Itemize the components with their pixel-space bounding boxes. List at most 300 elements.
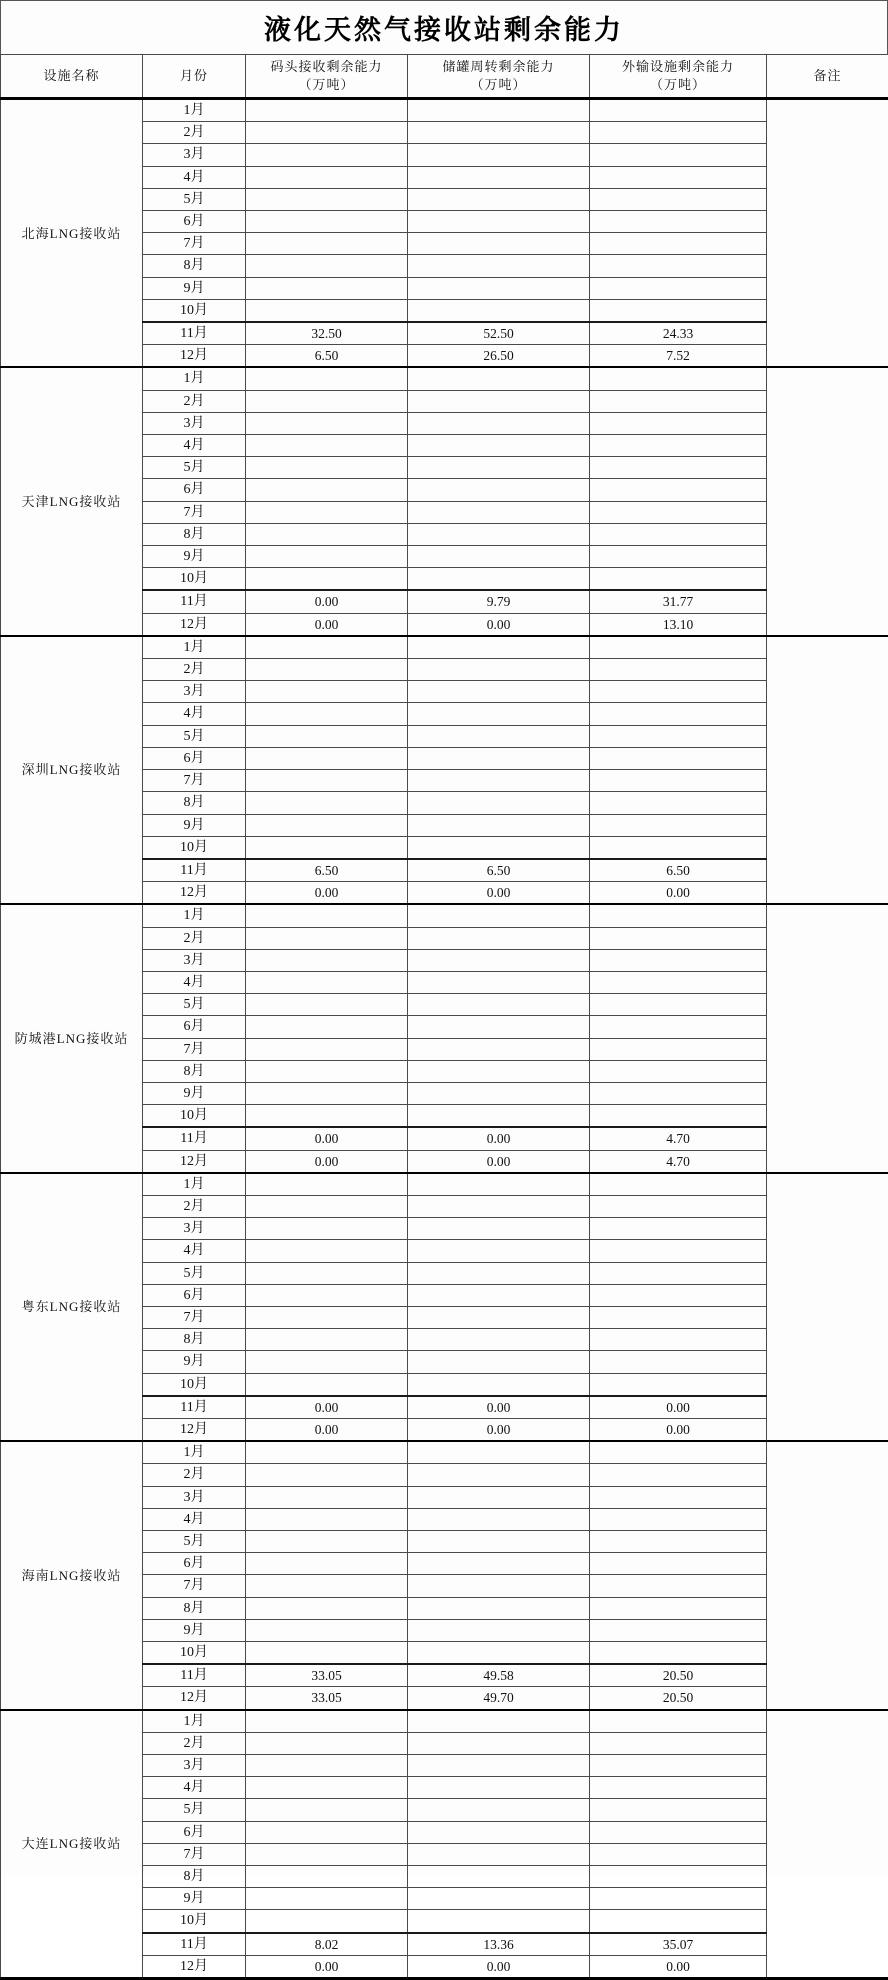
tank-capacity-cell [408,681,590,703]
month-cell: 6月 [143,479,246,501]
month-cell: 3月 [143,1755,246,1777]
tank-capacity-cell: 0.00 [408,1418,590,1441]
month-cell: 12月 [143,1418,246,1441]
tank-capacity-cell: 13.36 [408,1933,590,1956]
outbound-capacity-cell [590,1642,767,1665]
facility-name-cell: 防城港LNG接收站 [1,904,143,1172]
outbound-capacity-cell: 0.00 [590,1396,767,1419]
dock-capacity-cell [246,1508,408,1530]
table-row [1,367,888,390]
dock-capacity-cell: 0.00 [246,590,408,613]
outbound-capacity-cell [590,277,767,299]
outbound-capacity-cell [590,792,767,814]
month-cell: 5月 [143,188,246,210]
dock-capacity-cell [246,457,408,479]
table-row [1,636,888,659]
dock-capacity-cell [246,1553,408,1575]
header-row [1,55,888,99]
dock-capacity-cell: 0.00 [246,1396,408,1419]
month-cell: 8月 [143,1597,246,1619]
month-cell: 3月 [143,412,246,434]
dock-capacity-cell [246,435,408,457]
outbound-capacity-cell [590,546,767,568]
dock-capacity-cell [246,299,408,322]
month-cell: 6月 [143,747,246,769]
tank-capacity-cell [408,1531,590,1553]
outbound-capacity-cell [590,1441,767,1464]
tank-capacity-cell: 0.00 [408,1127,590,1150]
outbound-capacity-cell [590,904,767,927]
header-tank-capacity [408,55,590,99]
outbound-capacity-cell [590,1843,767,1865]
outbound-capacity-cell: 31.77 [590,590,767,613]
dock-capacity-cell [246,233,408,255]
month-cell: 4月 [143,1240,246,1262]
dock-capacity-cell [246,144,408,166]
month-cell: 10月 [143,299,246,322]
tank-capacity-cell [408,1575,590,1597]
tank-capacity-cell [408,277,590,299]
header-tank-line1: 储罐周转剩余能力 [408,58,589,76]
month-cell: 11月 [143,1664,246,1687]
tank-capacity-cell: 0.00 [408,882,590,905]
outbound-capacity-cell [590,725,767,747]
dock-capacity-cell [246,792,408,814]
dock-capacity-cell [246,523,408,545]
outbound-capacity-cell [590,479,767,501]
dock-capacity-cell [246,1531,408,1553]
month-cell: 7月 [143,501,246,523]
month-cell: 3月 [143,1486,246,1508]
tank-capacity-cell [408,770,590,792]
tank-capacity-cell: 0.00 [408,1396,590,1419]
dock-capacity-cell [246,1060,408,1082]
tank-capacity-cell [408,457,590,479]
month-cell: 7月 [143,770,246,792]
header-outbound-line2: （万吨） [590,76,766,94]
dock-capacity-cell [246,971,408,993]
header-outbound-capacity [590,55,767,99]
outbound-capacity-cell [590,1329,767,1351]
page-title: 液化天然气接收站剩余能力 [0,0,888,54]
outbound-capacity-cell [590,523,767,545]
tank-capacity-cell [408,233,590,255]
month-cell: 5月 [143,1262,246,1284]
outbound-capacity-cell [590,1173,767,1196]
dock-capacity-cell [246,636,408,659]
dock-capacity-cell [246,1105,408,1128]
tank-capacity-cell [408,703,590,725]
tank-capacity-cell [408,1262,590,1284]
dock-capacity-cell [246,1755,408,1777]
dock-capacity-cell: 0.00 [246,882,408,905]
month-cell: 1月 [143,99,246,122]
dock-capacity-cell [246,479,408,501]
month-cell: 1月 [143,636,246,659]
month-cell: 8月 [143,1866,246,1888]
month-cell: 10月 [143,1642,246,1665]
remark-cell [767,636,888,904]
dock-capacity-cell [246,703,408,725]
month-cell: 10月 [143,1910,246,1933]
tank-capacity-cell [408,523,590,545]
month-cell: 5月 [143,457,246,479]
tank-capacity-cell [408,1553,590,1575]
outbound-capacity-cell [590,144,767,166]
month-cell: 8月 [143,792,246,814]
dock-capacity-cell [246,1642,408,1665]
tank-capacity-cell [408,299,590,322]
header-month-label: 月份 [143,67,245,85]
dock-capacity-cell: 33.05 [246,1687,408,1710]
dock-capacity-cell [246,1710,408,1733]
outbound-capacity-cell [590,1575,767,1597]
outbound-capacity-cell: 7.52 [590,345,767,368]
tank-capacity-cell [408,971,590,993]
month-cell: 2月 [143,390,246,412]
month-cell: 4月 [143,435,246,457]
tank-capacity-cell [408,1843,590,1865]
month-cell: 10月 [143,836,246,859]
tank-capacity-cell [408,568,590,591]
dock-capacity-cell [246,1240,408,1262]
tank-capacity-cell [408,792,590,814]
month-cell: 11月 [143,1127,246,1150]
month-cell: 11月 [143,322,246,345]
month-cell: 1月 [143,1710,246,1733]
outbound-capacity-cell [590,412,767,434]
dock-capacity-cell [246,814,408,836]
capacity-table [0,54,888,1980]
month-cell: 9月 [143,1351,246,1373]
month-cell: 12月 [143,345,246,368]
tank-capacity-cell [408,1038,590,1060]
outbound-capacity-cell [590,1755,767,1777]
tank-capacity-cell [408,188,590,210]
dock-capacity-cell: 8.02 [246,1933,408,1956]
outbound-capacity-cell [590,659,767,681]
outbound-capacity-cell: 20.50 [590,1687,767,1710]
tank-capacity-cell [408,1240,590,1262]
month-cell: 3月 [143,144,246,166]
outbound-capacity-cell [590,636,767,659]
dock-capacity-cell [246,1910,408,1933]
dock-capacity-cell [246,568,408,591]
month-cell: 8月 [143,255,246,277]
tank-capacity-cell [408,144,590,166]
month-cell: 10月 [143,1373,246,1396]
outbound-capacity-cell: 20.50 [590,1664,767,1687]
month-cell: 6月 [143,211,246,233]
tank-capacity-cell [408,1597,590,1619]
dock-capacity-cell [246,277,408,299]
tank-capacity-cell: 49.58 [408,1664,590,1687]
month-cell: 6月 [143,1284,246,1306]
month-cell: 9月 [143,1619,246,1641]
header-facility [1,55,143,99]
dock-capacity-cell [246,1486,408,1508]
month-cell: 12月 [143,1955,246,1978]
month-cell: 4月 [143,703,246,725]
header-outbound-line1: 外输设施剩余能力 [590,58,766,76]
dock-capacity-cell [246,1777,408,1799]
dock-capacity-cell [246,412,408,434]
tank-capacity-cell [408,1306,590,1328]
month-cell: 9月 [143,277,246,299]
outbound-capacity-cell: 4.70 [590,1127,767,1150]
dock-capacity-cell [246,1575,408,1597]
dock-capacity-cell [246,770,408,792]
outbound-capacity-cell [590,1508,767,1530]
tank-capacity-cell [408,367,590,390]
dock-capacity-cell [246,1799,408,1821]
outbound-capacity-cell [590,1486,767,1508]
dock-capacity-cell [246,1218,408,1240]
dock-capacity-cell [246,367,408,390]
month-cell: 6月 [143,1016,246,1038]
dock-capacity-cell [246,1441,408,1464]
outbound-capacity-cell [590,1597,767,1619]
outbound-capacity-cell [590,1240,767,1262]
outbound-capacity-cell [590,994,767,1016]
table-row [1,904,888,927]
header-remark-label: 备注 [767,67,888,85]
month-cell: 7月 [143,1038,246,1060]
table-row [1,1441,888,1464]
outbound-capacity-cell [590,1306,767,1328]
tank-capacity-cell [408,1777,590,1799]
outbound-capacity-cell [590,1284,767,1306]
dock-capacity-cell [246,1082,408,1104]
outbound-capacity-cell [590,1619,767,1641]
dock-capacity-cell [246,681,408,703]
outbound-capacity-cell [590,255,767,277]
facility-name-cell: 北海LNG接收站 [1,99,143,368]
outbound-capacity-cell [590,1799,767,1821]
outbound-capacity-cell [590,166,767,188]
outbound-capacity-cell: 0.00 [590,1955,767,1978]
month-cell: 2月 [143,659,246,681]
month-cell: 12月 [143,882,246,905]
dock-capacity-cell [246,1016,408,1038]
month-cell: 11月 [143,590,246,613]
outbound-capacity-cell [590,1351,767,1373]
tank-capacity-cell [408,390,590,412]
month-cell: 5月 [143,725,246,747]
tank-capacity-cell [408,1888,590,1910]
tank-capacity-cell [408,211,590,233]
dock-capacity-cell: 0.00 [246,1955,408,1978]
tank-capacity-cell [408,1441,590,1464]
dock-capacity-cell [246,1195,408,1217]
table-row [1,1710,888,1733]
month-cell: 4月 [143,971,246,993]
tank-capacity-cell [408,659,590,681]
outbound-capacity-cell [590,1866,767,1888]
month-cell: 5月 [143,994,246,1016]
outbound-capacity-cell [590,1016,767,1038]
month-cell: 4月 [143,166,246,188]
tank-capacity-cell: 26.50 [408,345,590,368]
remark-cell [767,1710,888,1979]
month-cell: 12月 [143,1150,246,1173]
month-cell: 12月 [143,613,246,636]
dock-capacity-cell [246,994,408,1016]
tank-capacity-cell [408,836,590,859]
outbound-capacity-cell [590,1195,767,1217]
outbound-capacity-cell [590,1732,767,1754]
tank-capacity-cell: 0.00 [408,613,590,636]
tank-capacity-cell [408,1464,590,1486]
tank-capacity-cell: 49.70 [408,1687,590,1710]
month-cell: 7月 [143,233,246,255]
dock-capacity-cell [246,1843,408,1865]
outbound-capacity-cell: 0.00 [590,882,767,905]
month-cell: 9月 [143,814,246,836]
month-cell: 3月 [143,949,246,971]
tank-capacity-cell [408,166,590,188]
header-dock-line2: （万吨） [246,76,407,94]
dock-capacity-cell [246,546,408,568]
tank-capacity-cell [408,122,590,144]
tank-capacity-cell [408,1866,590,1888]
outbound-capacity-cell: 35.07 [590,1933,767,1956]
dock-capacity-cell [246,836,408,859]
tank-capacity-cell [408,1373,590,1396]
facility-name-cell: 大连LNG接收站 [1,1710,143,1979]
month-cell: 9月 [143,1082,246,1104]
tank-capacity-cell [408,904,590,927]
outbound-capacity-cell [590,299,767,322]
month-cell: 1月 [143,367,246,390]
dock-capacity-cell [246,1464,408,1486]
outbound-capacity-cell [590,770,767,792]
dock-capacity-cell [246,949,408,971]
outbound-capacity-cell [590,122,767,144]
facility-name-cell: 粤东LNG接收站 [1,1173,143,1441]
tank-capacity-cell [408,479,590,501]
tank-capacity-cell [408,1799,590,1821]
header-dock-line1: 码头接收剩余能力 [246,58,407,76]
outbound-capacity-cell [590,1553,767,1575]
dock-capacity-cell: 0.00 [246,1150,408,1173]
outbound-capacity-cell [590,1373,767,1396]
outbound-capacity-cell [590,927,767,949]
tank-capacity-cell [408,1486,590,1508]
tank-capacity-cell [408,1218,590,1240]
tank-capacity-cell [408,949,590,971]
month-cell: 8月 [143,523,246,545]
tank-capacity-cell [408,255,590,277]
remark-cell [767,904,888,1172]
outbound-capacity-cell [590,1060,767,1082]
outbound-capacity-cell [590,1777,767,1799]
dock-capacity-cell [246,501,408,523]
outbound-capacity-cell: 6.50 [590,859,767,882]
month-cell: 9月 [143,546,246,568]
facility-name-cell: 海南LNG接收站 [1,1441,143,1709]
month-cell: 7月 [143,1306,246,1328]
tank-capacity-cell [408,1105,590,1128]
tank-capacity-cell [408,1732,590,1754]
dock-capacity-cell [246,188,408,210]
header-facility-label: 设施名称 [1,67,142,85]
outbound-capacity-cell [590,99,767,122]
outbound-capacity-cell [590,1464,767,1486]
month-cell: 2月 [143,1464,246,1486]
tank-capacity-cell [408,1284,590,1306]
dock-capacity-cell [246,211,408,233]
month-cell: 2月 [143,1732,246,1754]
dock-capacity-cell [246,1351,408,1373]
month-cell: 7月 [143,1843,246,1865]
dock-capacity-cell: 33.05 [246,1664,408,1687]
month-cell: 2月 [143,122,246,144]
outbound-capacity-cell [590,1262,767,1284]
tank-capacity-cell: 0.00 [408,1150,590,1173]
month-cell: 1月 [143,904,246,927]
dock-capacity-cell [246,1373,408,1396]
dock-capacity-cell [246,1038,408,1060]
table-header [1,55,888,99]
dock-capacity-cell [246,1597,408,1619]
header-dock-capacity [246,55,408,99]
outbound-capacity-cell [590,949,767,971]
month-cell: 10月 [143,1105,246,1128]
outbound-capacity-cell [590,814,767,836]
month-cell: 8月 [143,1060,246,1082]
outbound-capacity-cell [590,971,767,993]
month-cell: 2月 [143,1195,246,1217]
outbound-capacity-cell [590,233,767,255]
month-cell: 5月 [143,1799,246,1821]
outbound-capacity-cell [590,747,767,769]
outbound-capacity-cell: 24.33 [590,322,767,345]
month-cell: 11月 [143,1396,246,1419]
tank-capacity-cell: 9.79 [408,590,590,613]
tank-capacity-cell [408,1173,590,1196]
dock-capacity-cell [246,1821,408,1843]
tank-capacity-cell [408,1619,590,1641]
dock-capacity-cell [246,1262,408,1284]
tank-capacity-cell [408,1351,590,1373]
tank-capacity-cell [408,814,590,836]
dock-capacity-cell [246,927,408,949]
tank-capacity-cell [408,1821,590,1843]
dock-capacity-cell: 0.00 [246,1418,408,1441]
outbound-capacity-cell [590,211,767,233]
tank-capacity-cell [408,1082,590,1104]
dock-capacity-cell [246,1329,408,1351]
month-cell: 10月 [143,568,246,591]
remark-cell [767,1173,888,1441]
outbound-capacity-cell [590,1038,767,1060]
tank-capacity-cell [408,1195,590,1217]
month-cell: 3月 [143,1218,246,1240]
tank-capacity-cell [408,1755,590,1777]
outbound-capacity-cell [590,435,767,457]
tank-capacity-cell [408,636,590,659]
tank-capacity-cell [408,412,590,434]
outbound-capacity-cell: 13.10 [590,613,767,636]
month-cell: 4月 [143,1777,246,1799]
table-row [1,99,888,122]
dock-capacity-cell [246,904,408,927]
dock-capacity-cell [246,1888,408,1910]
tank-capacity-cell [408,1329,590,1351]
outbound-capacity-cell [590,568,767,591]
facility-name-cell: 深圳LNG接收站 [1,636,143,904]
